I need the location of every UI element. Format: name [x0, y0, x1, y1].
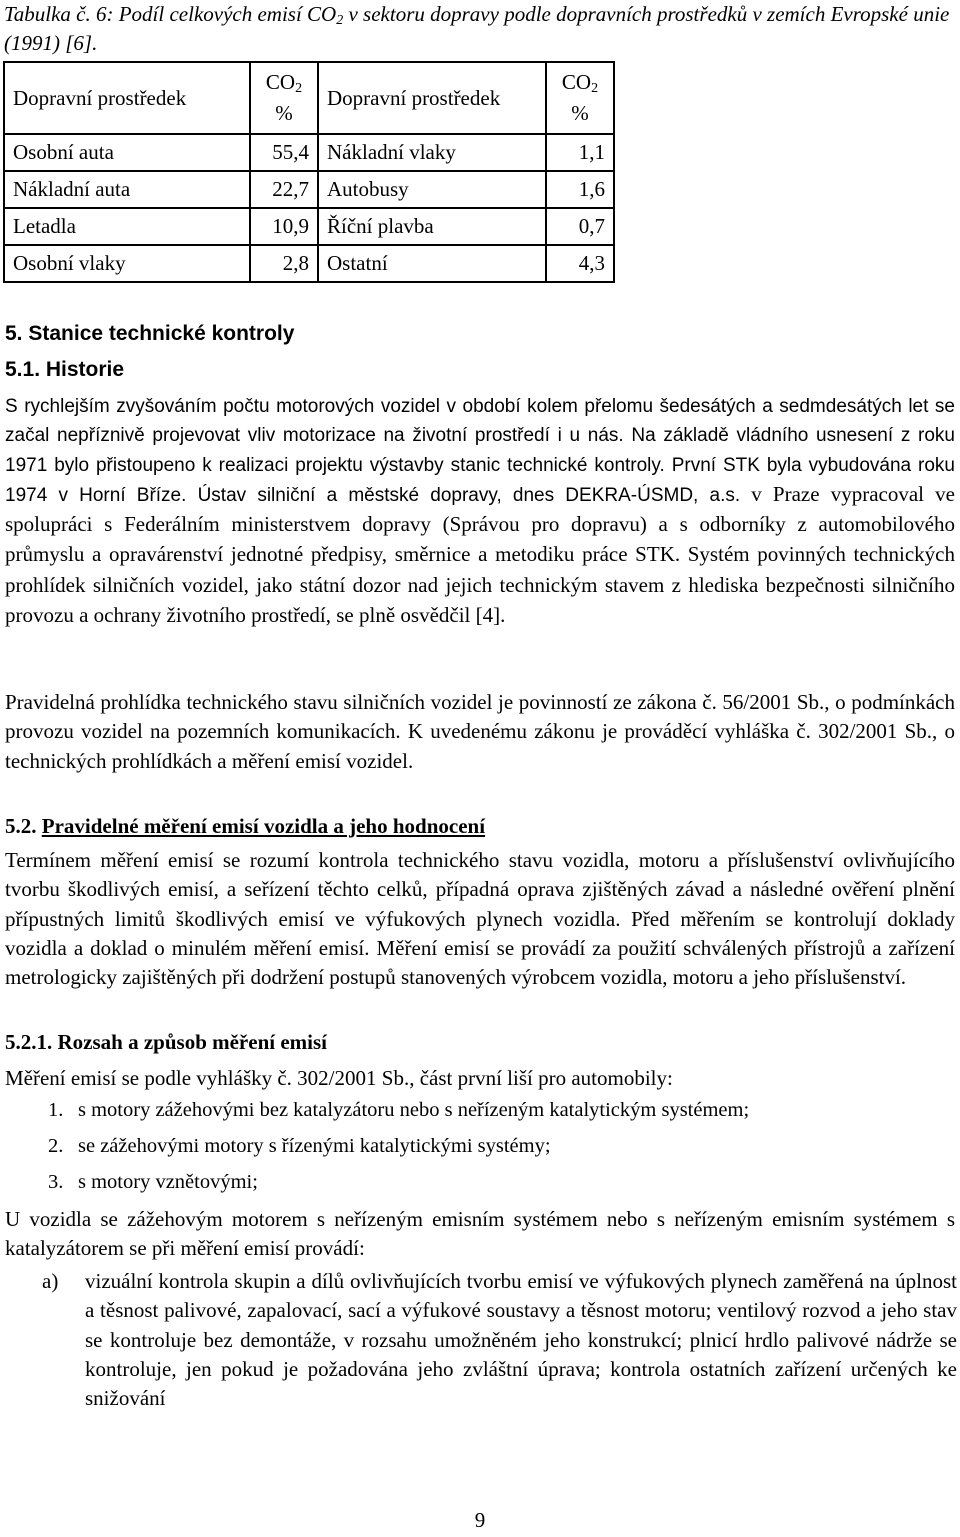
table-cell: Autobusy — [318, 171, 546, 208]
table-cell: Nákladní auta — [4, 171, 250, 208]
table-row — [4, 208, 614, 245]
section-heading-5-1: 5.1. Historie — [5, 358, 125, 381]
table-cell: Letadla — [4, 208, 250, 245]
header-transport-2: Dopravní prostředek — [318, 62, 546, 134]
list-item: 1. s motory zážehovými bez katalyzátoru nebo s neřízeným katalytickým systémem; — [48, 1099, 750, 1121]
caption-text-end: v sektoru dopravy podle dopravních prostředků v zemích Evropské unie (1991) [6]. — [4, 2, 950, 55]
emissions-table — [3, 61, 615, 283]
paragraph-5-2-1: Měření emisí se podle vyhlášky č. 302/2001 Sb., část první liší pro automobily: — [5, 1066, 673, 1090]
table-row — [4, 245, 614, 282]
caption-text: Tabulka č. 6: Podíl celkových emisí CO — [4, 2, 337, 26]
paragraph-history: S rychlejším zvyšováním počtu motorových vozidel v období kolem přelomu šedesátých a sedmdesátých let se začal nepříznivě projevovat vliv motorizace na životní prostředí i u nás. Na základě vládního usnesení z roku 1971 bylo přistoupeno k realizaci projektu výstavby stanic technické kontroly. První STK byla vybudována roku 1974 v Horní Bříze. Ústav silniční a městské dopravy, dnes DEKRA-ÚSMD, a.s. v Praze vypracoval ve spolupráci s Federálním ministerstvem dopravy (Správou pro dopravu) a s odborníky z automobilového průmyslu a opravárenství jednotné předpisy, směrnice a metodiku práce STK. Systém povinných technických prohlídek silničních vozidel, jako státní dozor nad jejich technickým stavem z hlediska bezpečnosti silničního provozu a ochrany životního prostředí, se plně osvědčil [4]. — [5, 396, 955, 628]
page-number: 9 — [474, 1508, 486, 1532]
header-co2-1: $CO_2$ % — [250, 62, 318, 134]
table-cell: Osobní vlaky — [4, 245, 250, 282]
table-cell: 1,1 — [546, 134, 614, 171]
table-cell: Říční plavba — [318, 208, 546, 245]
table-cell: Osobní auta — [4, 134, 250, 171]
table-cell: 4,3 — [546, 245, 614, 282]
paragraph-5-2: Termínem měření emisí se rozumí kontrola technického stavu vozidla, motoru a příslušenství ovlivňujícího tvorbu škodlivých emisí, a seřízení těchto celků, případná oprava zjištěných závad a následné ověření plnění přípustných limitů škodlivých emisí ve výfukových plynech vozidla. Před měřením se kontrolují doklady vozidla a doklad o minulém měření emisí. Měření emisí se provádí za použití schválených přístrojů a zařízení metrologicky zajištěných při dodržení postupů stanovených výrobcem vozidla, motoru a jeho příslušenství. — [5, 848, 955, 990]
header-co2-2: $CO_2$ % — [546, 62, 614, 134]
table-cell: 0,7 — [546, 208, 614, 245]
table-caption — [4, 0, 954, 58]
header-transport-1: Dopravní prostředek — [4, 62, 250, 134]
table-row — [4, 171, 614, 208]
table-header-row — [4, 62, 614, 134]
table-cell: Nákladní vlaky — [318, 134, 546, 171]
list-item: 3. s motory vznětovými; — [48, 1171, 258, 1193]
table-cell: 55,4 — [250, 134, 318, 171]
table-cell: Ostatní — [318, 245, 546, 282]
paragraph-law: Pravidelná prohlídka technického stavu silničních vozidel je povinností ze zákona č. 56/2001 Sb., o podmínkách provozu vozidel na pozemních komunikacích. K uvedenému zákonu je prováděcí vyhláška č. 302/2001 Sb., o technických prohlídkách a měření emisí vozidel. — [5, 690, 955, 773]
section-heading-5-2-1: 5.2.1. Rozsah a způsob měření emisí — [5, 1030, 327, 1054]
list-item: 2. se zážehovými motory s řízenými katalytickými systémy; — [48, 1135, 551, 1157]
table-row — [4, 134, 614, 171]
list-label: a) — [42, 1269, 59, 1293]
section-heading-5-2: 5.2. Pravidelné měření emisí vozidla a jeho hodnocení — [5, 814, 486, 838]
caption-subscript: 2 — [336, 13, 344, 28]
table-cell: 10,9 — [250, 208, 318, 245]
table-cell: 1,6 — [546, 171, 614, 208]
table-cell: 2,8 — [250, 245, 318, 282]
paragraph-engine: U vozidla se zážehovým motorem s neřízeným emisním systémem nebo s neřízeným emisním systémem s katalyzátorem se při měření emisí provádí: — [5, 1207, 955, 1261]
table-cell: 22,7 — [250, 171, 318, 208]
section-heading-5: 5. Stanice technické kontroly — [5, 322, 295, 345]
list-text: vizuální kontrola skupin a dílů ovlivňujících tvorbu emisí ve výfukových plynech zaměřená na úplnost a těsnost palivové, zapalovací, sací a výfukové soustavy a těsnost motoru; ventilový rozvod a jeho stav se kontroluje bez demontáže, v rozsahu umožněném jeho konstrukcí; plnicí hrdlo palivové nádrže se kontroluje, jen pokud je požadována jeho zvláštní úprava; kontrola ostatních zařízení určených ke snižování — [85, 1269, 957, 1411]
